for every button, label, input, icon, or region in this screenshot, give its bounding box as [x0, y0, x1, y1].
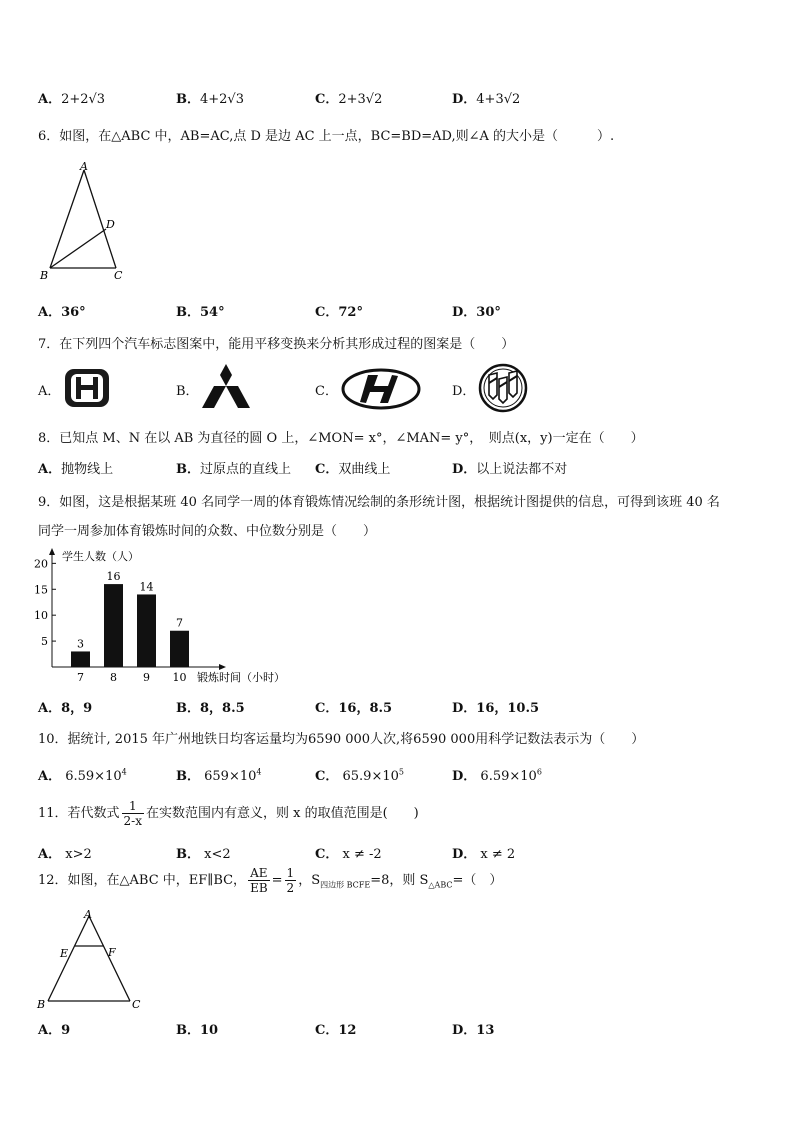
q6-stem: 6．如图，在△ABC 中，AB=AC,点 D 是边 AC 上一点，BC=BD=AD,则∠A 的大小是（ ）.: [38, 129, 615, 144]
q5-option-c: C．2+3√2: [315, 92, 383, 107]
y-axis-arrow: [49, 548, 55, 555]
q9-option-d: D．16，10.5: [452, 701, 540, 716]
q9-bar-chart: [30, 545, 310, 690]
q7-option-c-label: C．: [315, 384, 338, 399]
q9-stem-line2: 同学一周参加体育锻炼时间的众数、中位数分别是（ ）: [38, 524, 377, 539]
q11-option-d: D． x ≠ 2: [452, 847, 516, 862]
q7-option-b-label: B．: [176, 384, 199, 399]
bar-data-label: 7: [176, 616, 183, 630]
q6-label-d: D: [106, 218, 115, 231]
q8-option-b: B．过原点的直线上: [176, 462, 292, 477]
q12-label-e: E: [60, 947, 69, 960]
bar: [104, 584, 123, 667]
q6-option-a: A．36°: [38, 305, 86, 320]
q8-stem: 8．已知点 M、N 在以 AB 为直径的圆 O 上，∠MON= x°，∠MAN= y°， 则点(x，y)一定在（ ）: [38, 431, 644, 446]
q10-option-b: B． $659\times 10^4$: [176, 767, 262, 784]
y-tick-label: 20: [34, 557, 48, 571]
x-tick-label: 10: [172, 671, 187, 684]
q9-option-a: A．8，9: [38, 701, 93, 716]
q11-option-b: B． x<2: [176, 847, 231, 862]
q5-option-a: A．2+2√3: [38, 92, 106, 107]
bar-data-label: 16: [106, 570, 121, 584]
q6-option-c: C．72°: [315, 305, 363, 320]
mitsubishi-logo-icon: [200, 362, 252, 410]
q10-stem: 10．据统计, 2015 年广州地铁日均客运量均为6590 000人次,将6590 000用科学记数法表示为（ ）: [38, 732, 645, 747]
q11-option-c: C． x ≠ -2: [315, 847, 382, 862]
x-axis-arrow: [219, 664, 226, 670]
x-axis-label: 锻炼时间（小时）: [197, 671, 285, 684]
bar: [170, 631, 189, 667]
q12-stem: 12．如图，在△ABC 中，EF∥BC， $\frac{AE}{EB}$ = $\frac{1}{2}$ ，$S_{四边形 BCFE}=8$，则 $S_{\triangle ABC}=$（ ）: [38, 866, 503, 895]
bar-data-label: 14: [139, 580, 154, 594]
q9-option-b: B．8，8.5: [176, 701, 245, 716]
q6-label-b: B: [40, 269, 49, 282]
q12-label-c: C: [132, 998, 141, 1011]
q9-stem-line1: 9．如图，这是根据某班 40 名同学一周的体育锻炼情况绘制的条形统计图，根据统计图提供的信息，可得到该班 40 名: [38, 495, 720, 510]
q12-label-b: B: [37, 998, 46, 1011]
x-tick-label: 8: [110, 671, 117, 684]
q7-option-d-label: D．: [452, 384, 476, 399]
y-axis-label: 学生人数（人）: [62, 550, 139, 563]
q6-label-a: A: [80, 160, 88, 173]
q6-option-b: B．54°: [176, 305, 225, 320]
q12-half-fraction: $\frac{1}{2}$: [286, 866, 295, 895]
q12-option-c: C．12: [315, 1023, 357, 1038]
q10-option-a: A． $6.59\times 10^4$: [38, 767, 127, 784]
bar-data-label: 3: [77, 637, 84, 651]
q11-fraction: $\frac{1}{2-x}$: [123, 799, 143, 828]
q12-ratio-fraction: $\frac{AE}{EB}$: [250, 866, 268, 895]
x-tick-label: 9: [143, 671, 150, 684]
q11-option-a: A． x>2: [38, 847, 92, 862]
bar: [71, 651, 90, 667]
q6-label-c: C: [114, 269, 123, 282]
q12-triangle-figure: [34, 906, 150, 1012]
q6-triangle-figure: [36, 158, 136, 286]
q5-option-b: B．4+2√3: [176, 92, 244, 107]
q12-option-b: B．10: [176, 1023, 219, 1038]
x-tick-label: 7: [77, 671, 84, 684]
honda-logo-icon: [62, 366, 112, 410]
q7-option-a-label: A．: [38, 384, 61, 399]
y-tick-label: 15: [34, 583, 48, 597]
q8-option-d: D．以上说法都不对: [452, 462, 568, 477]
q9-option-c: C．16，8.5: [315, 701, 393, 716]
q10-option-d: D． $6.59\times 10^6$: [452, 767, 542, 784]
bar: [137, 594, 156, 667]
q12-label-f: F: [108, 946, 116, 959]
y-tick-label: 5: [41, 635, 48, 649]
q12-option-a: A．9: [38, 1023, 71, 1038]
q11-stem: 11．若代数式 $\frac{1}{2-x}$ 在实数范围内有意义，则 x 的取值范围是( ): [38, 799, 419, 828]
q12-label-a: A: [84, 908, 92, 921]
q10-option-c: C． $65.9\times 10^5$: [315, 767, 404, 784]
q7-stem: 7．在下列四个汽车标志图案中，能用平移变换来分析其形成过程的图案是（ ）: [38, 337, 515, 352]
q8-option-a: A．抛物线上: [38, 462, 114, 477]
buick-logo-icon: [478, 363, 528, 413]
q6-option-d: D．30°: [452, 305, 501, 320]
q12-option-d: D．13: [452, 1023, 495, 1038]
y-tick-label: 10: [34, 609, 48, 623]
q8-option-c: C．双曲线上: [315, 462, 391, 477]
q5-option-d: D．4+3√2: [452, 92, 521, 107]
hyundai-logo-icon: [340, 367, 422, 411]
